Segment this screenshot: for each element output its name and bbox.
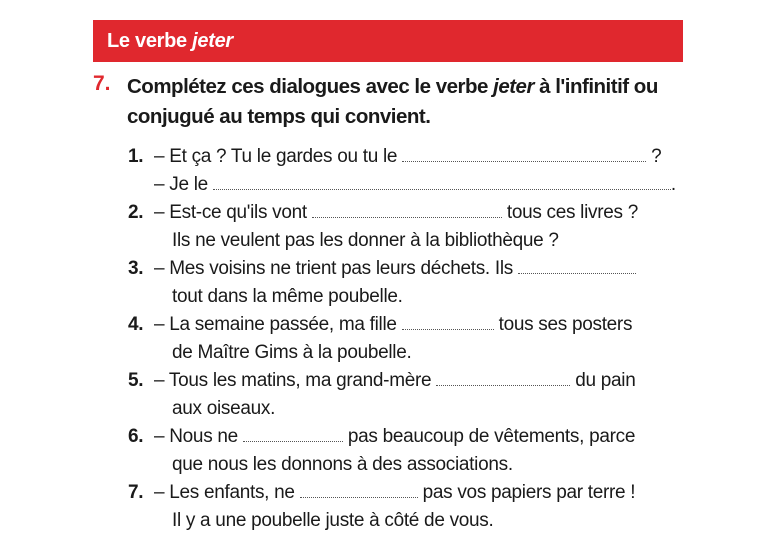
answer-blank[interactable]	[436, 367, 570, 386]
list-item: 5. – Tous les matins, ma grand-mère du pain aux oiseaux.	[128, 367, 688, 423]
dialogue-list	[128, 143, 688, 535]
item-number: 7.	[128, 482, 144, 503]
list-item: 3. – Mes voisins ne trient pas leurs déchets. Ils tout dans la même poubelle.	[128, 255, 688, 311]
answer-blank[interactable]	[213, 171, 671, 190]
list-item: 1. – Et ça ? Tu le gardes ou tu le ? – Je le .	[128, 143, 688, 199]
answer-blank[interactable]	[312, 199, 502, 218]
list-item: 7. – Les enfants, ne pas vos papiers par terre ! Il y a une poubelle juste à côté de vous.	[128, 479, 688, 535]
section-banner	[93, 20, 683, 62]
exercise-number: 7.	[93, 72, 111, 95]
item-number: 3.	[128, 258, 144, 279]
item-number: 6.	[128, 426, 144, 447]
item-number: 1.	[128, 146, 144, 167]
answer-blank[interactable]	[402, 311, 494, 330]
item-number: 4.	[128, 314, 144, 335]
item-number: 5.	[128, 370, 144, 391]
list-item: 6. – Nous ne pas beaucoup de vêtements, parce que nous les donnons à des associations.	[128, 423, 688, 479]
item-number: 2.	[128, 202, 144, 223]
answer-blank[interactable]	[300, 479, 418, 498]
answer-blank[interactable]	[402, 143, 646, 162]
answer-blank[interactable]	[243, 423, 343, 442]
list-item: 2. – Est-ce qu'ils vont tous ces livres ? Ils ne veulent pas les donner à la bibliothèque ?	[128, 199, 688, 255]
section-title: Le verbe jeter	[107, 29, 233, 52]
list-item: 4. – La semaine passée, ma fille tous ses posters de Maître Gims à la poubelle.	[128, 311, 688, 367]
exercise-instruction: Complétez ces dialogues avec le verbe jeter à l'infinitif ou conjugué au temps qui convient.	[127, 75, 658, 128]
answer-blank[interactable]	[518, 255, 636, 274]
